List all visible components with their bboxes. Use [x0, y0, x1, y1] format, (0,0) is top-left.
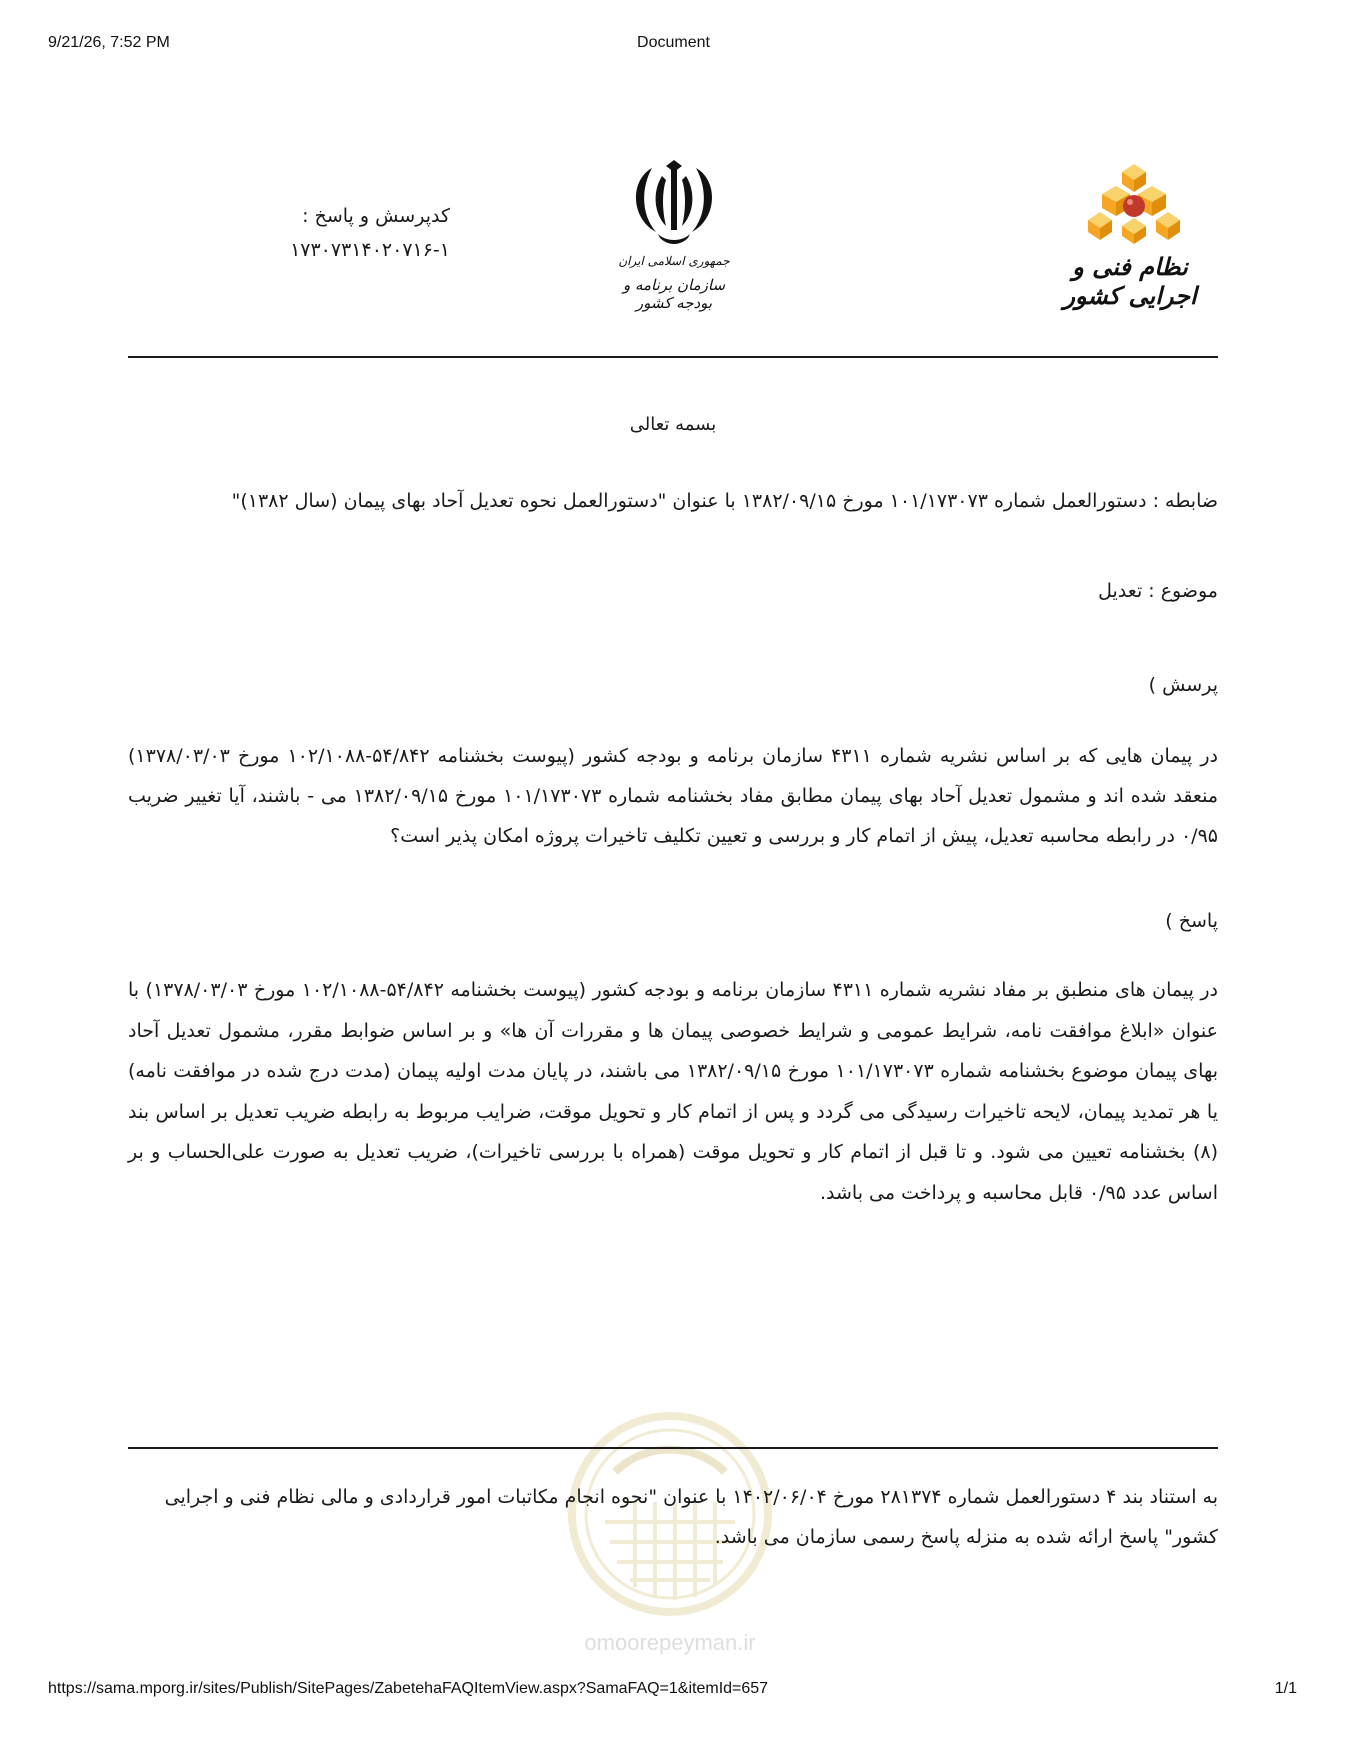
footer-note: به استناد بند ۴ دستورالعمل شماره ۲۸۱۳۷۴ مورخ ۱۴۰۲/۰۶/۰۴ با عنوان "نحوه انجام مکاتبات امور قراردادی و مالی نظام فنی و اجرایی کشور" پاسخ ارائه شده به منزله پاسخ رسمی سازمان می باشد. [164, 1486, 1218, 1548]
question-heading: پرسش ) [1148, 674, 1218, 696]
zabeteh-line: ضابطه : دستورالعمل شماره ۱۰۱/۱۷۳۰۷۳ مورخ ۱۳۸۲/۰۹/۱۵ با عنوان "دستورالعمل نحوه تعدیل آحاد بهای پیمان (سال ۱۳۸۲)" [231, 490, 1218, 512]
print-page-number: 1/1 [1274, 1680, 1297, 1697]
question-body: در پیمان هایی که بر اساس نشریه شماره ۴۳۱۱ سازمان برنامه و بودجه کشور (پیوست بخشنامه ۵۴/۸۴۲-۱۰۲/۱۰۸۸ مورخ ۱۳۷۸/۰۳/۰۳) منعقد شده اند و مشمول تعدیل آحاد بهای پیمان مطابق مفاد بخشنامه شماره ۱۰۱/۱۷۳۰۷۳ مورخ ۱۳۸۲/۰۹/۱۵ می - باشند، آیا تغییر ضریب ۰/۹۵ در رابطه محاسبه تعدیل، پیش از اتمام کار و بررسی و تعیین تکلیف تاخیرات پروژه امکان پذیر است؟ [128, 745, 1219, 847]
nezam-logo-cubes-icon [1086, 160, 1182, 246]
besmeh-heading: بسمه تعالی [629, 414, 717, 435]
watermark-site-text: omoorepeyman.ir [584, 1630, 756, 1655]
qa-code-label: کدپرسش و پاسخ : [302, 205, 450, 227]
answer-body: در پیمان های منطبق بر مفاد نشریه شماره ۴۳۱۱ سازمان برنامه و بودجه کشور (پیوست بخشنامه ۵۴/۸۴۲-۱۰۲/۱۰۸۸ مورخ ۱۳۷۸/۰۳/۰۳) با عنوان «ابلاغ موافقت نامه، شرایط عمومی و شرایط خصوصی پیمان ها و مقررات آن ها» و بر اساس ضوابط مقرر، مشمول تعدیل آحاد بهای پیمان موضوع بخشنامه شماره ۱۰۱/۱۷۳۰۷۳ مورخ ۱۳۸۲/۰۹/۱۵ می باشند، در پایان مدت اولیه پیمان (مدت درج شده در موافقت نامه) یا هر تمدید پیمان، لایحه تاخیرات رسیدگی می گردد و پس از اتمام کار و تحویل موقت، ضرایب مربوط به رابطه ضریب تعدیل بر اساس بند (۸) بخشنامه تعیین می شود. و تا قبل از اتمام کار و تحویل موقت (همراه با بررسی تاخیرات)، ضریب تعدیل به صورت علی‌الحساب و بر اساس عدد ۰/۹۵ قابل محاسبه و پرداخت می باشد. [128, 979, 1218, 1204]
pbo-emblem-logo [606, 160, 742, 310]
print-datetime: 9/21/26, 7:52 PM [48, 34, 170, 51]
answer-heading: پاسخ ) [1165, 910, 1218, 932]
print-page-title: Document [637, 34, 710, 51]
nezam-logo-text: نظام فنی و اجرایی کشور [1063, 252, 1197, 310]
emblem-caption-republic: جمهوری اسلامی ایران [618, 254, 730, 268]
emblem-caption-organization: سازمان برنامه و بودجه کشور [622, 276, 726, 312]
header-divider [128, 356, 1218, 358]
footer-divider [128, 1447, 1218, 1449]
nezam-fanni-logo [1050, 160, 1210, 330]
print-url: https://sama.mporg.ir/sites/Publish/SitePages/ZabetehaFAQItemView.aspx?SamaFAQ=1&itemId=657 [48, 1680, 769, 1697]
iran-emblem-icon [622, 160, 726, 252]
qa-code-block [200, 205, 450, 261]
subject-line: موضوع : تعدیل [1098, 580, 1218, 602]
qa-code-value: ۱۷۳۰۷۳۱۴۰۲۰۷۱۶-۱ [290, 239, 450, 261]
